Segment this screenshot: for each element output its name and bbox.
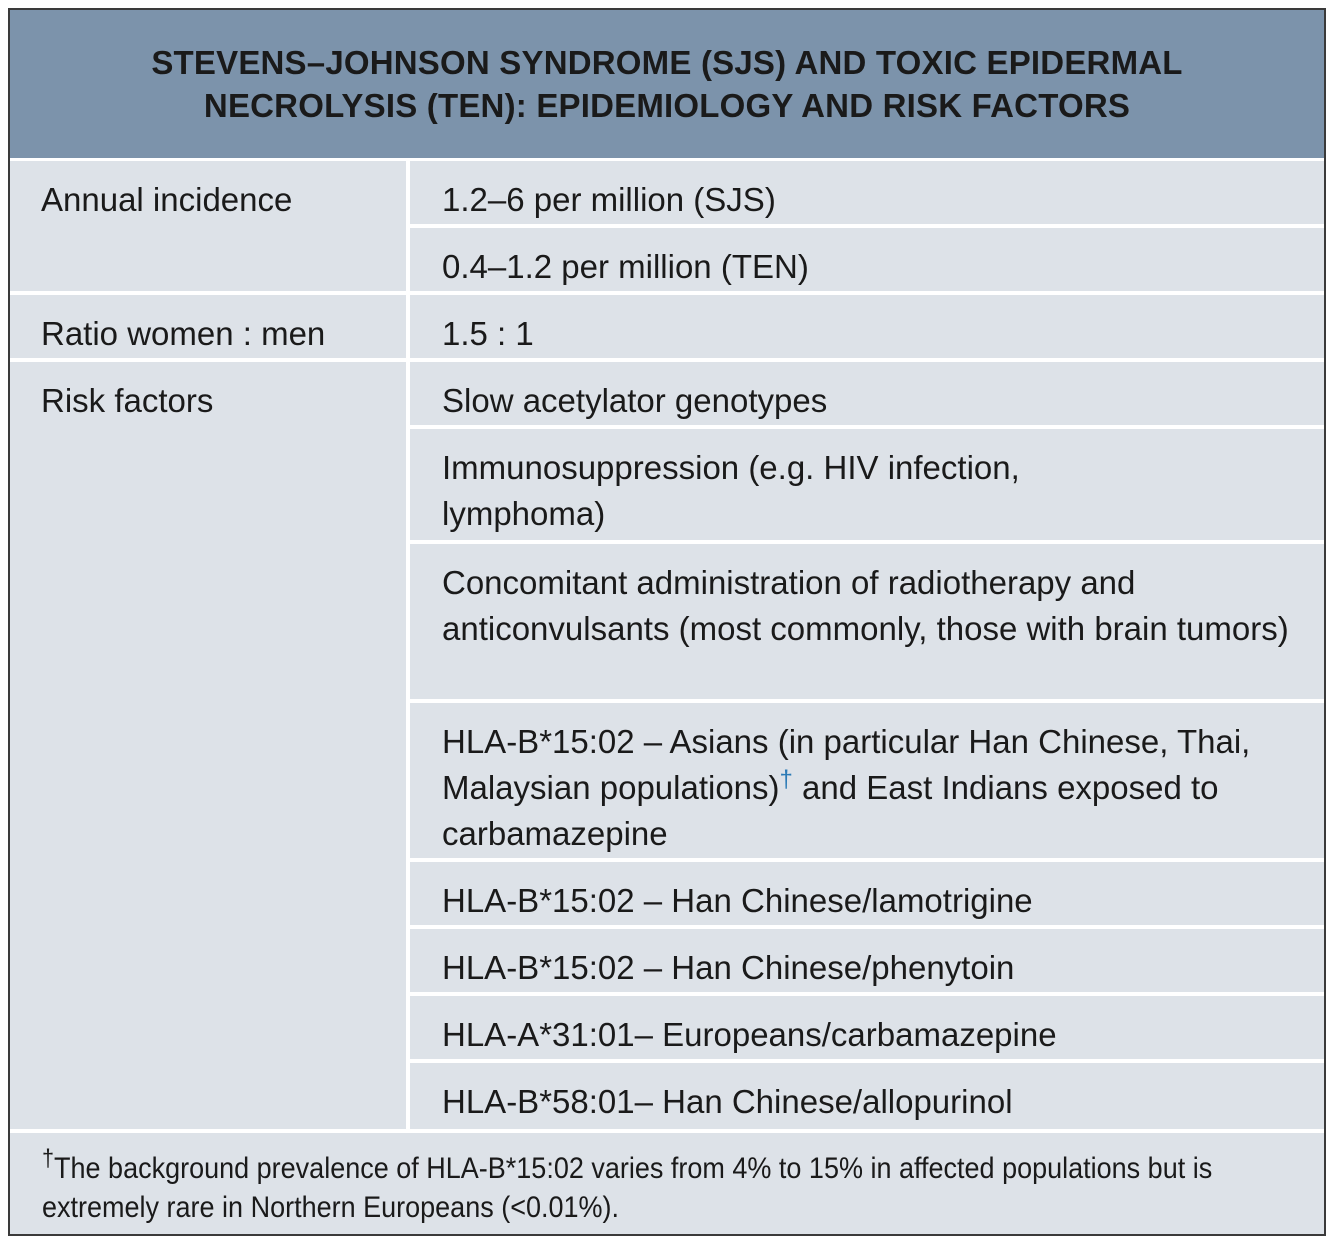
incidence-sjs: 1.2–6 per million (SJS) (410, 161, 1324, 224)
table-frame (8, 8, 1326, 1236)
table-title (10, 10, 1324, 158)
table-title-line-2: NECROLYSIS (TEN): EPIDEMIOLOGY AND RISK FACTORS (203, 87, 1131, 124)
row-label-ratio: Ratio women : men (10, 295, 406, 358)
data-table (10, 158, 1324, 1129)
risk-factor-item: HLA-B*58:01– Han Chinese/allopurinol (410, 1063, 1324, 1129)
risk-factor-item: Concomitant administration of radiotherapy and anticonvulsants (most commonly, those with brain tumors) (410, 544, 1324, 699)
risk-factor-item: HLA-B*15:02 – Han Chinese/lamotrigine (410, 862, 1324, 925)
ratio-value: 1.5 : 1 (410, 295, 1324, 358)
risk-factor-item: Slow acetylator genotypes (410, 362, 1324, 425)
risk-factor-text: HLA-B*15:02 – Asians (in particular Han Chinese, Thai, Malaysian populations) (442, 723, 1251, 806)
risk-factor-item: Immunosuppression (e.g. HIV infection, lymphoma) (410, 429, 1324, 540)
footnote-dagger: † (42, 1145, 55, 1172)
row-label-risk-factors: Risk factors (10, 362, 406, 1129)
risk-factor-item (410, 703, 1324, 858)
risk-factor-text: and East Indians exposed to carbamazepine (442, 769, 1219, 852)
row-label-annual-incidence: Annual incidence (10, 161, 406, 291)
incidence-ten: 0.4–1.2 per million (TEN) (410, 228, 1324, 291)
footnote-dagger-marker: † (779, 766, 793, 793)
table-footnote (10, 1129, 1324, 1236)
footnote-text: The background prevalence of HLA-B*15:02 varies from 4% to 15% in affected populations but is extremely rare in Northern Europeans (<0.01%). (42, 1152, 1213, 1224)
risk-factor-item: HLA-A*31:01– Europeans/carbamazepine (410, 996, 1324, 1059)
table-title-line-1: STEVENS–JOHNSON SYNDROME (SJS) AND TOXIC EPIDERMAL (151, 44, 1183, 81)
risk-factor-item: HLA-B*15:02 – Han Chinese/phenytoin (410, 929, 1324, 992)
